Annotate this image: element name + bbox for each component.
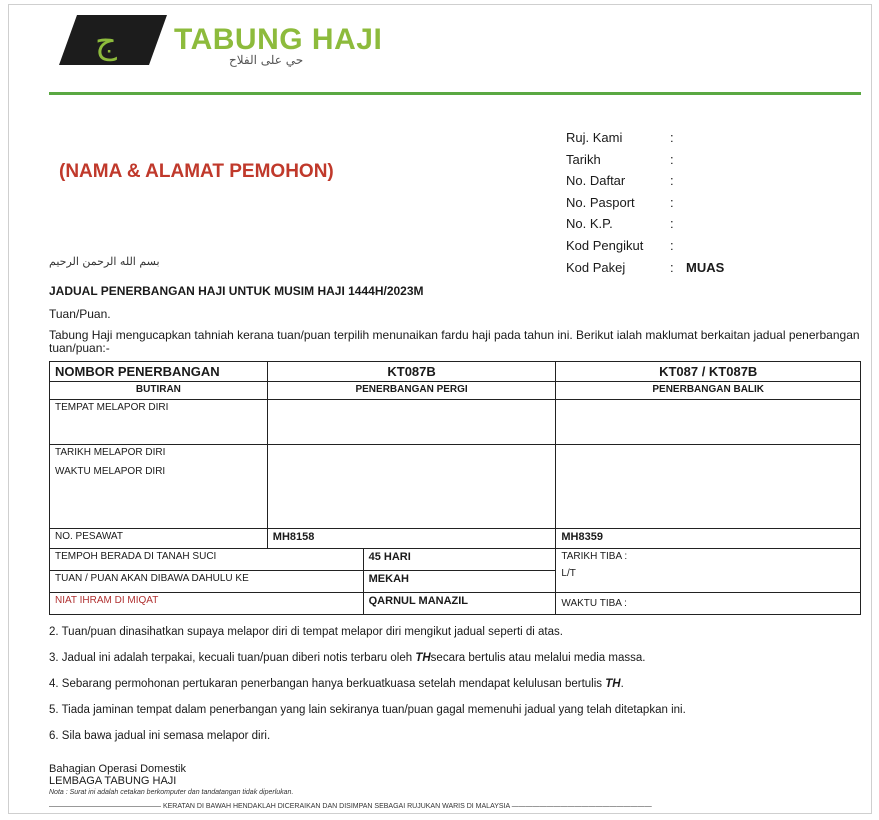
first-destination-label: TUAN / PUAN AKAN DIBAWA DAHULU KE: [50, 571, 364, 593]
return-flight-number: KT087 / KT087B: [556, 362, 861, 382]
note-item: 6. Sila bawa jadual ini semasa melapor diri.: [49, 730, 271, 742]
department-name: Bahagian Operasi Domestik: [49, 763, 186, 775]
intro-paragraph: Tabung Haji mengucapkan tahniah kerana tuan/puan terpilih menunaikan fardu haji pada tahun ini. Berikut ialah maklumat berkaitan jadual penerbangan tuan/puan:-: [49, 328, 860, 355]
ref-row: Kod Pengikut :: [566, 235, 724, 257]
note-item: 4. Sebarang permohonan pertukaran penerbangan hanya berkuatkuasa setelah mendapat kelulusan bertulis TH.: [49, 678, 624, 690]
ref-label: No. Pasport: [566, 194, 635, 210]
note-item: 3. Jadual ini adalah terpakai, kecuali tuan/puan diberi notis terbaru oleh THsecara bertulis atau melalui media massa.: [49, 652, 646, 664]
ref-label: Kod Pakej: [566, 259, 626, 275]
arrival-date-label: TARIKH TIBA :: [561, 551, 628, 562]
return-report-place: [556, 400, 861, 445]
ref-row: No. Daftar :: [566, 170, 724, 192]
outbound-report-place: [267, 400, 556, 445]
report-time-label: WAKTU MELAPOR DIRI: [55, 466, 166, 477]
report-date-label: TARIKH MELAPOR DIRI: [55, 447, 166, 458]
return-arrival-cell: [556, 549, 861, 593]
outbound-report-datetime: [267, 445, 556, 529]
report-place-label: TEMPAT MELAPOR DIRI: [50, 400, 268, 445]
ref-row: Tarikh :: [566, 149, 724, 171]
ref-row: Ruj. Kami :: [566, 127, 724, 149]
lt-label: L/T: [561, 568, 576, 579]
aircraft-label: NO. PESAWAT: [50, 529, 268, 549]
tabung-haji-logo: [59, 15, 167, 65]
salutation: Tuan/Puan.: [49, 307, 111, 321]
ref-row: No. Pasport :: [566, 192, 724, 214]
note-item: 2. Tuan/puan dinasihatkan supaya melapor diri di tempat melapor diri mengikut jadual seperti di atas.: [49, 626, 563, 638]
note-item: 5. Tiada jaminan tempat dalam penerbangan yang lain sekiranya tuan/puan gagal memenuhi jadual yang telah ditetapkan ini.: [49, 704, 686, 716]
outbound-header: PENERBANGAN PERGI: [267, 382, 556, 400]
flight-schedule-table: [49, 361, 861, 615]
cut-line: ———————————————— KERATAN DI BAWAH HENDAKLAH DICERAIKAN DAN DISIMPAN SEBAGAI RUJUKAN WARIS DI MALAYSIA ————————————————————: [49, 803, 652, 810]
butiran-header: BUTIRAN: [50, 382, 268, 400]
stay-label: TEMPOH BERADA DI TANAH SUCI: [50, 549, 364, 571]
miqat-value: QARNUL MANAZIL: [363, 593, 556, 615]
return-aircraft: MH8359: [556, 529, 861, 549]
reference-block: [566, 127, 724, 278]
report-datetime-cell: [50, 445, 268, 529]
ref-label: No. Daftar: [566, 173, 626, 189]
first-destination-value: MEKAH: [363, 571, 556, 593]
th-mark: TH: [415, 652, 431, 664]
letter-title: JADUAL PENERBANGAN HAJI UNTUK MUSIM HAJI 1444H/2023M: [49, 284, 424, 298]
return-header: PENERBANGAN BALIK: [556, 382, 861, 400]
th-mark: TH: [605, 678, 621, 690]
ref-label: No. K.P.: [566, 216, 613, 232]
applicant-placeholder: (NAMA & ALAMAT PEMOHON): [59, 161, 334, 182]
notes-list: [49, 626, 686, 756]
ref-row: No. K.P. :: [566, 213, 724, 235]
ref-row: Kod Pakej : MUAS: [566, 257, 724, 279]
organisation-name: LEMBAGA TABUNG HAJI: [49, 775, 177, 787]
computer-generated-note: Nota : Surat ini adalah cetakan berkomputer dan tandatangan tidak diperlukan.: [49, 789, 294, 796]
outbound-flight-number: KT087B: [267, 362, 556, 382]
return-report-datetime: [556, 445, 861, 529]
miqat-label: NIAT IHRAM DI MIQAT: [50, 593, 364, 615]
flight-number-label: NOMBOR PENERBANGAN: [50, 362, 268, 382]
ref-value-package: MUAS: [686, 259, 725, 275]
ref-label: Ruj. Kami: [566, 130, 623, 145]
brand-tagline: حي على الفلاح: [229, 53, 304, 67]
bismillah: بسم الله الرحمن الرحيم: [49, 255, 160, 268]
header-rule: [49, 92, 861, 95]
signature-block: [49, 763, 186, 787]
ref-label: Kod Pengikut: [566, 237, 644, 253]
arrival-time-label: WAKTU TIBA :: [556, 593, 861, 615]
ref-label: Tarikh: [566, 151, 601, 167]
logo-mark: ج: [95, 22, 117, 62]
stay-value: 45 HARI: [363, 549, 556, 571]
brand-name: TABUNG HAJI: [174, 23, 383, 56]
outbound-aircraft: MH8158: [267, 529, 556, 549]
letter-page: [8, 4, 872, 814]
